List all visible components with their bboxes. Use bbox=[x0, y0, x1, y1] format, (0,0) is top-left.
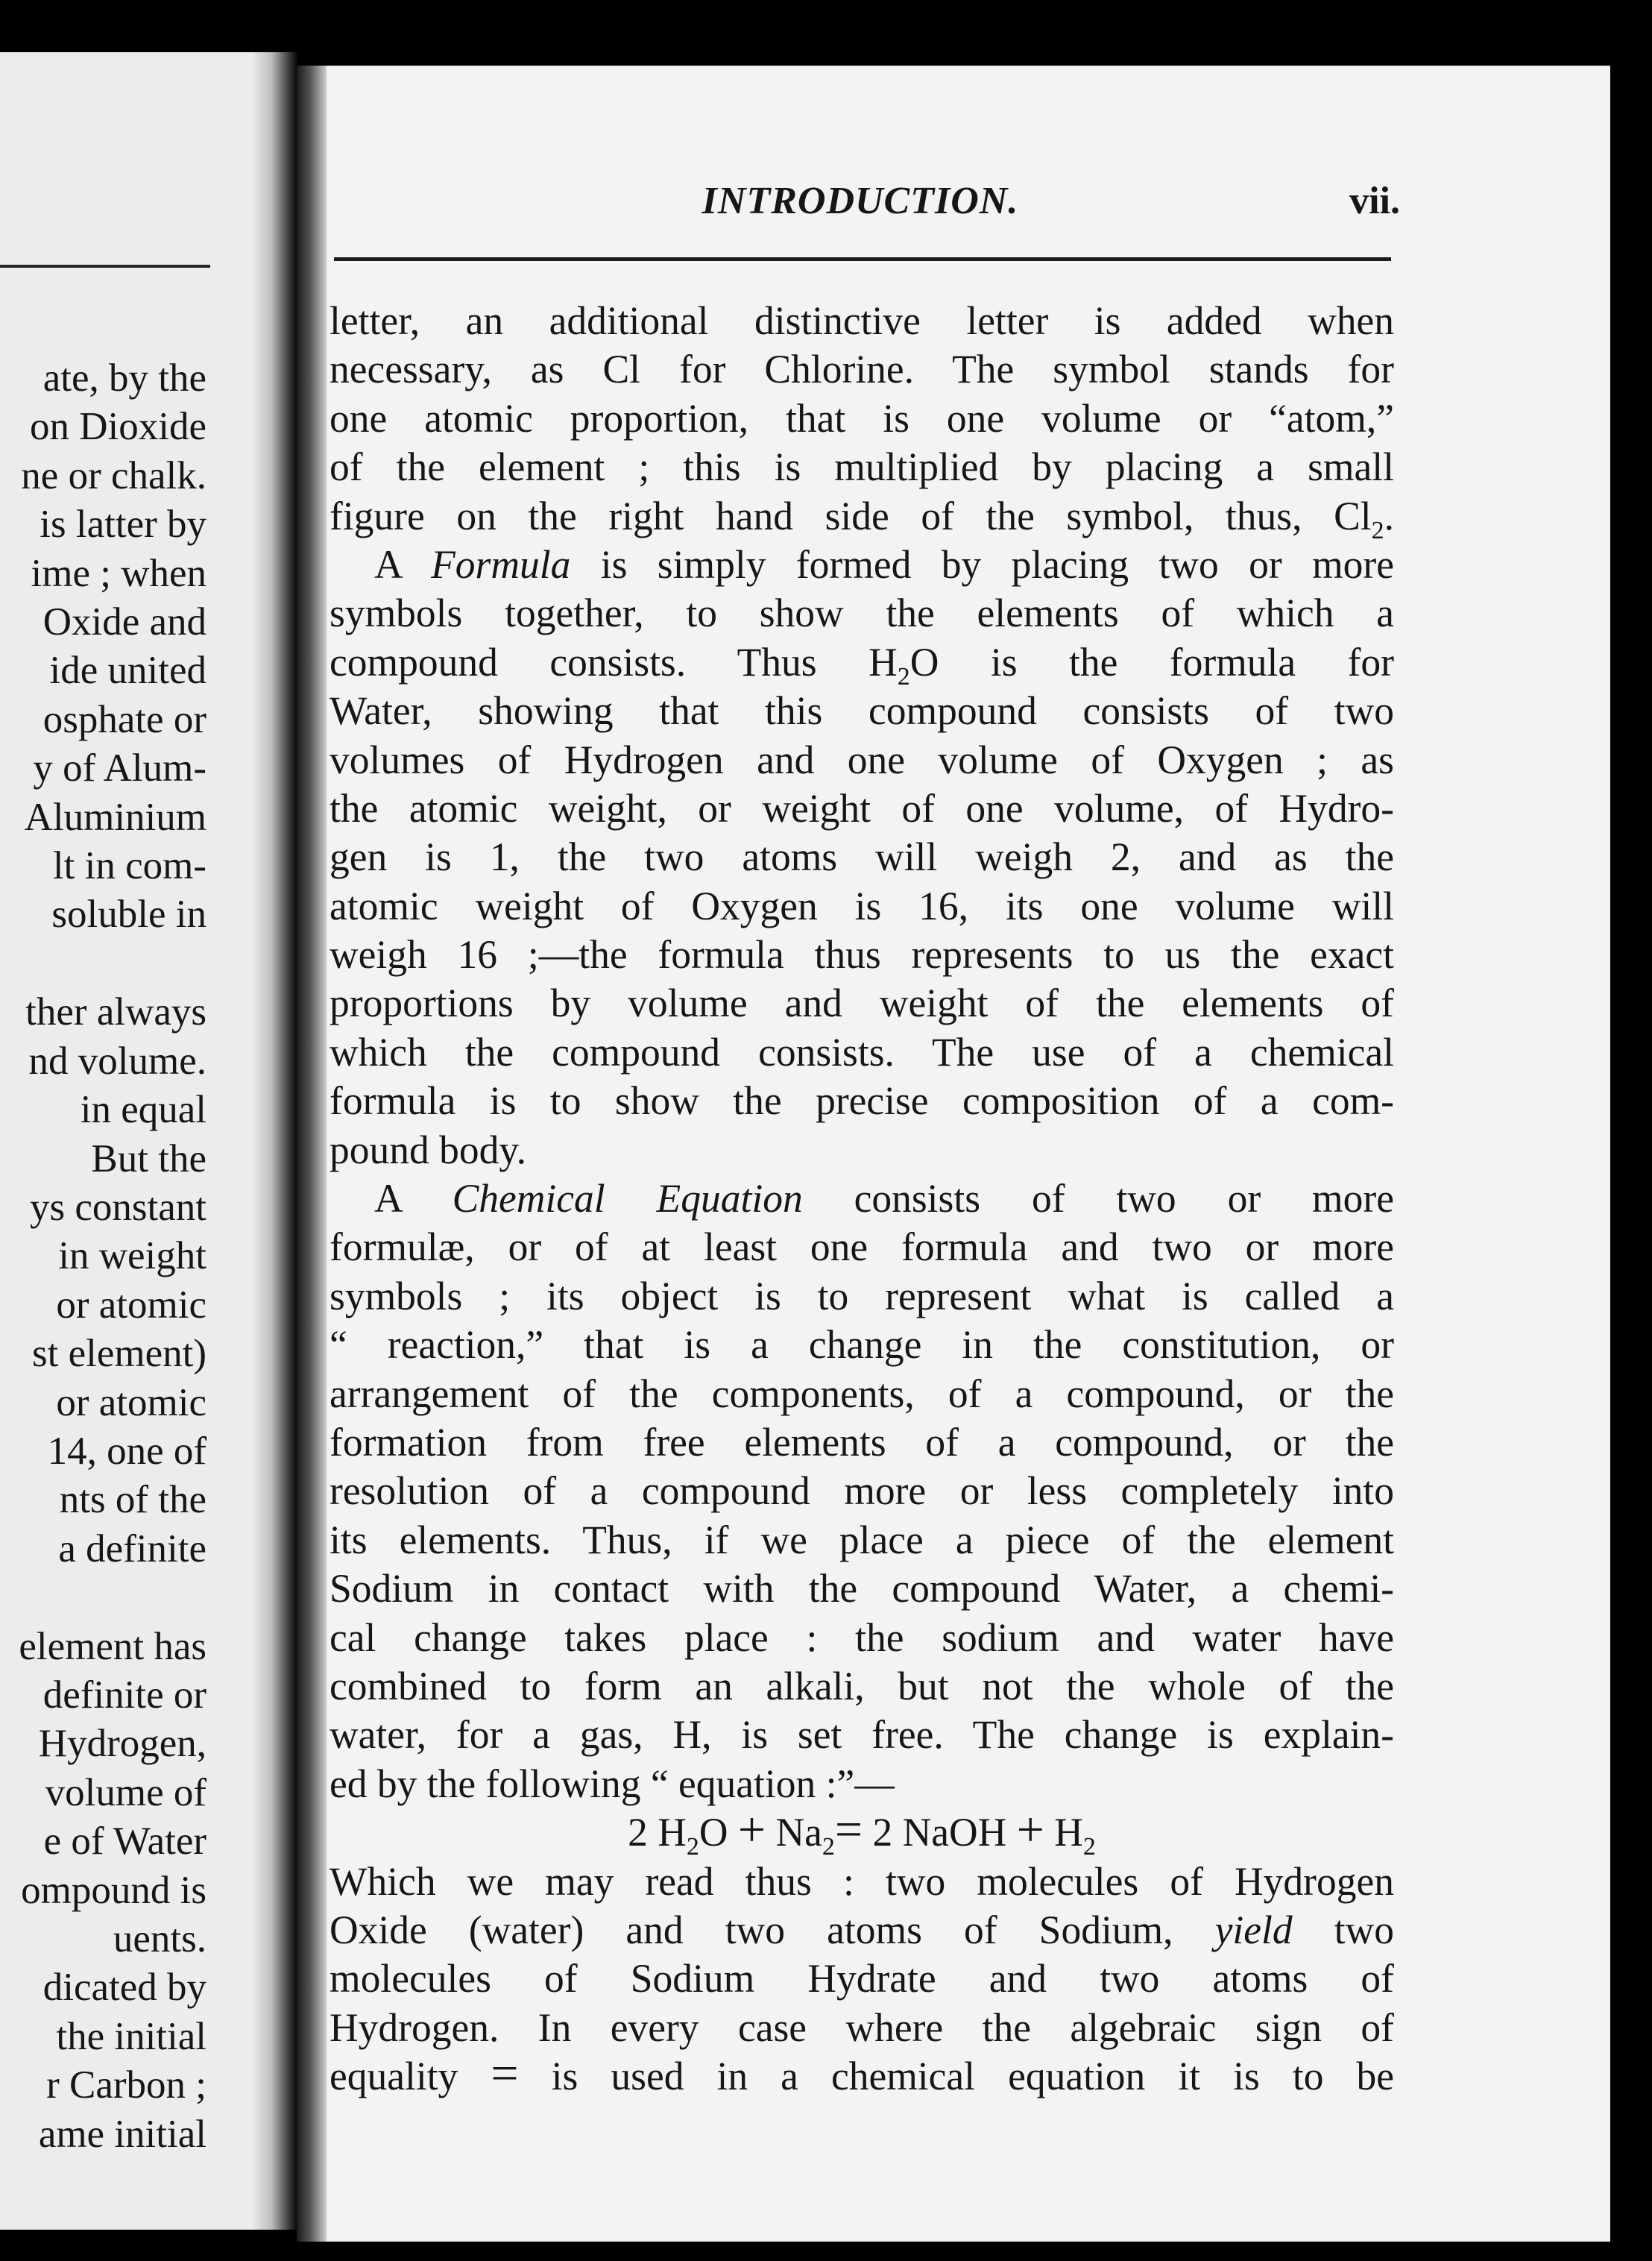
facing-page-line: ys constant bbox=[30, 1185, 206, 1229]
facing-page-line bbox=[19, 940, 206, 988]
text-line: one atomic proportion, that is one volume or “atom,” bbox=[330, 395, 1394, 441]
facing-page-text bbox=[19, 354, 206, 2159]
facing-page-line: a definite bbox=[58, 1526, 206, 1570]
text-line: weigh 16 ;—the formula thus represents to us the exact bbox=[330, 932, 1394, 978]
text-line: “ reaction,” that is a change in the constitution, or bbox=[330, 1322, 1394, 1368]
paragraph-start: A Chemical Equation consists of two or more bbox=[374, 1176, 1394, 1221]
text-line: formation from free elements of a compound, or the bbox=[330, 1419, 1394, 1465]
text-line: cal change takes place : the sodium and water have bbox=[330, 1614, 1394, 1660]
facing-page-line: the initial bbox=[56, 2014, 206, 2058]
text-line: symbols together, to show the elements of which a bbox=[330, 591, 1394, 636]
text-line: letter, an additional distinctive letter is added when bbox=[330, 298, 1394, 343]
text-line: formula is to show the precise composition of a com- bbox=[330, 1078, 1394, 1124]
text-line: proportions by volume and weight of the elements of bbox=[330, 981, 1394, 1026]
facing-page-line: or atomic bbox=[56, 1380, 206, 1424]
text-line: arrangement of the components, of a compound, or the bbox=[330, 1371, 1394, 1416]
text-line: the atomic weight, or weight of one volume, of Hydro- bbox=[330, 785, 1394, 831]
text-line: figure on the right hand side of the symbol, thus, $Cl_2$. bbox=[330, 493, 1394, 544]
facing-page-line: ompound is bbox=[21, 1868, 206, 1912]
text-line: Water, showing that this compound consists of two bbox=[330, 688, 1394, 734]
text-line: Hydrogen. In every case where the algebraic sign of bbox=[330, 2004, 1394, 2050]
page-number: vii. bbox=[1349, 180, 1400, 222]
facing-page-line: But the bbox=[91, 1136, 206, 1180]
text-line: formulæ, or of at least one formula and two or more bbox=[330, 1224, 1394, 1270]
text-line: atomic weight of Oxygen is 16, its one volume will bbox=[330, 883, 1394, 928]
term-formula: Formula bbox=[431, 541, 571, 587]
facing-page-line: Hydrogen, bbox=[38, 1722, 206, 1766]
text-line: Oxide (water) and two atoms of Sodium, yield two bbox=[330, 1907, 1394, 1952]
facing-page-line: osphate or bbox=[42, 697, 206, 741]
facing-page-line: uents. bbox=[113, 1917, 206, 1960]
text-line: its elements. Thus, if we place a piece of the element bbox=[330, 1517, 1394, 1562]
facing-page-line: r Carbon ; bbox=[46, 2063, 206, 2107]
facing-page-line: ide united bbox=[49, 649, 206, 693]
paragraph-start: A Formula is simply formed by placing two or more bbox=[374, 541, 1394, 587]
facing-page-line: soluble in bbox=[51, 893, 206, 937]
facing-page-line: ime ; when bbox=[31, 551, 206, 595]
text-line: Sodium in contact with the compound Water, a chemi- bbox=[330, 1566, 1394, 1611]
text-line: pound body. bbox=[330, 1127, 527, 1172]
chemical-equation: 2 $H_2O + Na_2= 2$ NaOH + $H_2$ bbox=[628, 1802, 1096, 1861]
facing-page-line: Aluminium bbox=[24, 795, 206, 839]
facing-page-line: ame initial bbox=[38, 2112, 206, 2156]
facing-page-line: 14, one of bbox=[47, 1429, 206, 1473]
term-yield: yield bbox=[1214, 1907, 1293, 1952]
facing-page-line: lt in com- bbox=[52, 844, 206, 888]
facing-page-header-rule bbox=[0, 265, 210, 268]
facing-page-left bbox=[0, 52, 276, 2230]
facing-page-line: st element) bbox=[32, 1332, 206, 1376]
text-line: symbols ; its object is to represent what is called a bbox=[330, 1273, 1394, 1318]
page-header bbox=[328, 179, 1400, 231]
facing-page-line: element has bbox=[19, 1624, 206, 1668]
text-line: gen is 1, the two atoms will weigh 2, and as the bbox=[330, 834, 1394, 880]
text-line: water, for a gas, H, is set free. The change is explain- bbox=[330, 1712, 1394, 1758]
text-line: equality = is used in a chemical equation it is to be bbox=[330, 2046, 1394, 2101]
text-line: of the element ; this is multiplied by placing a small bbox=[330, 444, 1394, 490]
header-rule bbox=[334, 257, 1391, 261]
facing-page-line: y of Alum- bbox=[33, 746, 206, 790]
facing-page-line: in equal bbox=[80, 1088, 206, 1132]
facing-page-line: nd volume. bbox=[28, 1039, 206, 1083]
facing-page-line: ate, by the bbox=[42, 356, 206, 400]
facing-page-line: Oxide and bbox=[42, 600, 206, 644]
text-line: ed by the following “ equation :”— bbox=[330, 1761, 895, 1806]
facing-page-line: volume of bbox=[45, 1770, 206, 1814]
spine-shadow bbox=[297, 66, 327, 2242]
facing-page-line: e of Water bbox=[43, 1820, 206, 1864]
body-text bbox=[330, 297, 1394, 2101]
term-chemical-equation: Chemical Equation bbox=[452, 1176, 803, 1221]
running-title: INTRODUCTION. bbox=[702, 180, 1019, 222]
text-line: Which we may read thus : two molecules of Hydrogen bbox=[330, 1858, 1394, 1904]
facing-page-line: definite or bbox=[42, 1673, 206, 1717]
facing-page-line bbox=[19, 1573, 206, 1622]
facing-page-line: ne or chalk. bbox=[21, 453, 206, 497]
facing-page-line: in weight bbox=[58, 1234, 206, 1278]
text-line: which the compound consists. The use of a chemical bbox=[330, 1029, 1394, 1075]
text-line: compound consists. Thus $H_2O$ is the formula for bbox=[330, 639, 1395, 691]
facing-page-line: nts of the bbox=[59, 1478, 206, 1522]
text-line: volumes of Hydrogen and one volume of Oxygen ; as bbox=[330, 737, 1394, 782]
facing-page-line: on Dioxide bbox=[30, 405, 206, 449]
facing-page-line: or atomic bbox=[56, 1283, 206, 1327]
text-line: resolution of a compound more or less completely into bbox=[330, 1468, 1394, 1514]
book-gutter bbox=[253, 52, 298, 2230]
facing-page-line: ther always bbox=[25, 990, 206, 1034]
facing-page-line: is latter by bbox=[40, 503, 206, 547]
text-line: necessary, as Cl for Chlorine. The symbol stands for bbox=[330, 347, 1394, 392]
facing-page-line: dicated by bbox=[42, 1966, 206, 2010]
text-line: molecules of Sodium Hydrate and two atoms of bbox=[330, 1956, 1394, 2001]
text-line: combined to form an alkali, but not the whole of the bbox=[330, 1663, 1394, 1708]
